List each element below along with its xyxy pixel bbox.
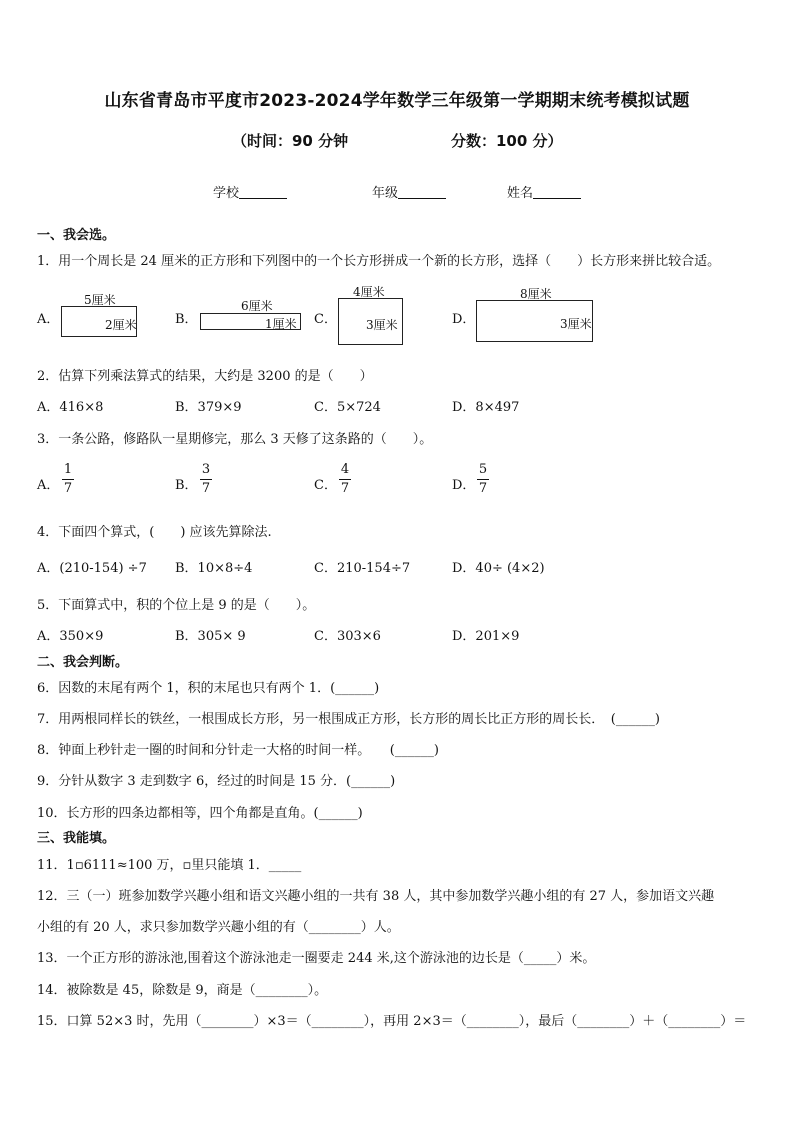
option-letter: A． (37, 312, 60, 327)
grade-field[interactable] (372, 182, 446, 201)
question-12-line-1: 12．三（一）班参加数学兴趣小组和语文兴趣小组的一共有 38 人，其中参加数学兴趣小组的有 27 人，参加语文兴趣 (37, 889, 715, 904)
fraction-a: 1 7 (63, 462, 73, 496)
page-title: 山东省青岛市平度市2023-2024学年数学三年级第一学期期末统考模拟试题 (104, 91, 690, 111)
school-blank[interactable] (239, 186, 287, 199)
question-6: 6．因数的末尾有两个 1，积的末尾也只有两个 1．(______) (37, 681, 380, 696)
option-d: D．40÷ (4×2) (452, 561, 545, 576)
rect-c-top-label: 4厘米 (353, 285, 385, 299)
option-letter: C． (314, 478, 337, 493)
section-heading: 二、我会判断。 (37, 655, 129, 670)
rect-a-side-label: 2厘米 (105, 318, 137, 332)
name-blank[interactable] (533, 186, 581, 199)
question-3: 3．一条公路，修路队一星期修完，那么 3 天修了这条路的（ ）。 (37, 432, 433, 447)
rect-d-top-label: 8厘米 (520, 287, 552, 301)
option-c: C．303×6 (314, 629, 381, 644)
question-8: 8．钟面上秒针走一圈的时间和分针走一大格的时间一样。 (______) (37, 743, 439, 758)
option-letter: A． (37, 478, 60, 493)
question-10: 10．长方形的四条边都相等，四个角都是直角。(______) (37, 806, 363, 821)
option-b: B．379×9 (175, 400, 242, 415)
rect-b-side-label: 1厘米 (265, 317, 297, 331)
question-7: 7．用两根同样长的铁丝，一根围成长方形，另一根围成正方形，长方形的周长比正方形的周长长． (______) (37, 712, 660, 727)
option-letter: D． (452, 478, 476, 493)
fraction-b: 3 7 (201, 462, 211, 496)
option-a: A．(210-154) ÷7 (37, 561, 147, 576)
rect-b-top-label: 6厘米 (241, 299, 273, 313)
question-13: 13．一个正方形的游泳池,围着这个游泳池走一圈要走 244 米,这个游泳池的边长是（_____）米。 (37, 951, 596, 966)
grade-blank[interactable] (398, 186, 446, 199)
option-c: C．210-154÷7 (314, 561, 411, 576)
option-b: B．305× 9 (175, 629, 246, 644)
question-4: 4．下面四个算式，( ) 应该先算除法. (37, 525, 272, 540)
option-d: D．201×9 (452, 629, 520, 644)
section-heading: 三、我能填。 (37, 831, 116, 846)
rect-a-top-label: 5厘米 (84, 293, 116, 307)
option-letter: B． (175, 312, 198, 327)
question-15: 15．口算 52×3 时，先用（________）×3＝（________），再用 2×3＝（________），最后（________）＋（________）＝ (37, 1014, 747, 1029)
school-field[interactable] (213, 182, 287, 201)
rect-d-side-label: 3厘米 (560, 317, 592, 331)
question-1: 1．用一个周长是 24 厘米的正方形和下列图中的一个长方形拼成一个新的长方形，选择（ ）长方形来拼比较合适。 (37, 254, 721, 269)
option-d: D．8×497 (452, 400, 520, 415)
name-field[interactable] (507, 182, 581, 201)
question-5: 5．下面算式中，积的个位上是 9 的是（ ）。 (37, 598, 316, 613)
fraction-d: 5 7 (478, 462, 488, 496)
option-letter: D． (452, 312, 476, 327)
question-12-line-2: 小组的有 20 人，求只参加数学兴趣小组的有（________）人。 (37, 920, 400, 935)
school-label: 学校 (213, 186, 240, 201)
grade-label: 年级 (372, 186, 399, 201)
option-letter: B． (175, 478, 198, 493)
option-c: C．5×724 (314, 400, 381, 415)
fraction-c: 4 7 (340, 462, 350, 496)
question-14: 14．被除数是 45，除数是 9，商是（________）。 (37, 983, 328, 998)
option-b: B．10×8÷4 (175, 561, 253, 576)
question-11: 11．1▫6111≈100 万，▫里只能填 1．_____ (37, 858, 302, 873)
rect-c-side-label: 3厘米 (366, 318, 398, 332)
section-heading: 一、我会选。 (37, 228, 116, 243)
option-a: A．350×9 (37, 629, 104, 644)
option-a: A．416×8 (37, 400, 104, 415)
exam-time: （时间：90 分钟 (232, 132, 349, 150)
question-2: 2．估算下列乘法算式的结果，大约是 3200 的是（ ） (37, 369, 373, 384)
name-label: 姓名 (507, 186, 534, 201)
option-letter: C． (314, 312, 337, 327)
question-9: 9．分针从数字 3 走到数字 6，经过的时间是 15 分．(______) (37, 774, 396, 789)
exam-score: 分数：100 分） (451, 132, 563, 150)
